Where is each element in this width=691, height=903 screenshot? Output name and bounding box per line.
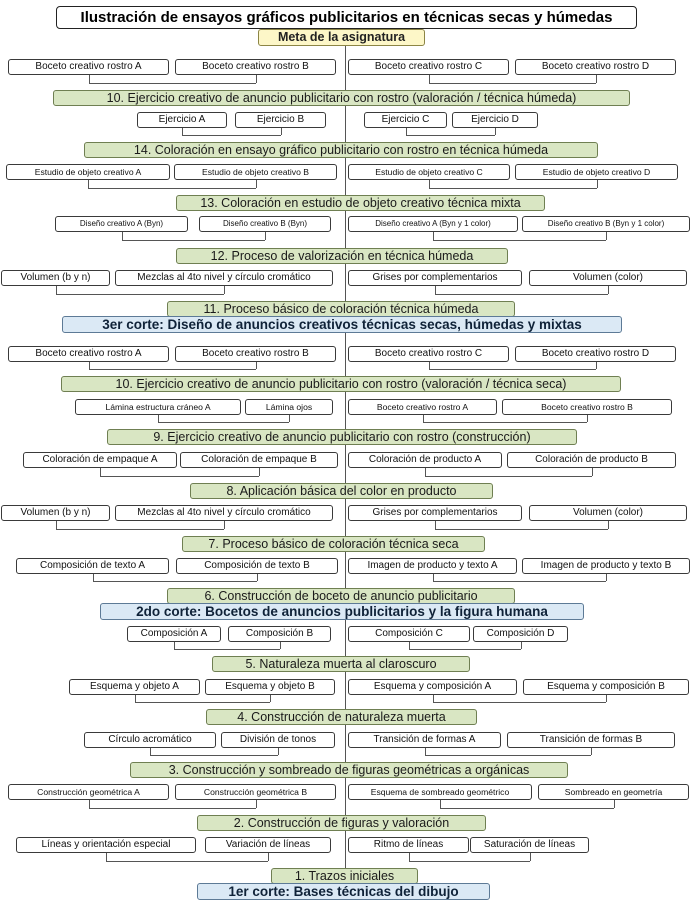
connector-line — [592, 468, 593, 476]
subtopic-box: Líneas y orientación especial — [16, 837, 196, 853]
subtopic-box: Ritmo de líneas — [348, 837, 469, 853]
connector-line — [425, 468, 426, 476]
unit-box: 14. Coloración en ensayo gráfico publicitario con rostro en técnica húmeda — [84, 142, 598, 158]
connector-line — [409, 861, 530, 862]
connector-line — [425, 755, 591, 756]
unit-box: 6. Construcción de boceto de anuncio publicitario — [167, 588, 515, 604]
subtopic-box: Construcción geométrica B — [175, 784, 336, 800]
subtopic-box: Ejercicio C — [364, 112, 447, 128]
connector-line — [89, 800, 90, 808]
subtopic-box: Boceto creativo rostro B — [502, 399, 672, 415]
connector-line — [89, 808, 256, 809]
subtopic-box: Composición A — [127, 626, 221, 642]
subtopic-box: Diseño creativo B (Byn y 1 color) — [522, 216, 690, 232]
connector-line — [614, 800, 615, 808]
connector-line — [289, 415, 290, 422]
connector-line — [265, 232, 266, 240]
subtopic-box: Volumen (b y n) — [1, 505, 110, 521]
connector-line — [596, 75, 597, 83]
connector-line — [88, 180, 89, 188]
unit-box: 1. Trazos iniciales — [271, 868, 418, 884]
subtopic-box: Boceto creativo rostro D — [515, 346, 676, 362]
subtopic-box: Imagen de producto y texto A — [348, 558, 517, 574]
subtopic-box: Boceto creativo rostro C — [348, 346, 509, 362]
subtopic-box: Grises por complementarios — [348, 270, 522, 286]
connector-line — [93, 574, 94, 581]
subtopic-box: Boceto creativo rostro A — [8, 346, 169, 362]
unit-box: 12. Proceso de valorización en técnica húmeda — [176, 248, 508, 264]
connector-line — [495, 128, 496, 135]
connector-line — [56, 286, 57, 294]
unit-box: 10. Ejercicio creativo de anuncio publicitario con rostro (valoración / técnica húmeda) — [53, 90, 630, 106]
cut-box: 3er corte: Diseño de anuncios creativos técnicas secas, húmedas y mixtas — [62, 316, 622, 333]
connector-line — [56, 294, 224, 295]
subtopic-box: Estudio de objeto creativo A — [6, 164, 170, 180]
connector-line — [150, 755, 278, 756]
connector-line — [89, 75, 90, 83]
connector-line — [608, 521, 609, 529]
connector-line — [256, 75, 257, 83]
subtopic-box: Composición B — [228, 626, 331, 642]
connector-line — [270, 695, 271, 702]
subtopic-box: Esquema y objeto B — [205, 679, 335, 695]
subtopic-box: Composición de texto B — [176, 558, 338, 574]
connector-line — [606, 695, 607, 702]
connector-line — [429, 188, 597, 189]
cut-box: 1er corte: Bases técnicas del dibujo — [197, 883, 490, 900]
subtopic-box: Mezclas al 4to nivel y círculo cromático — [115, 505, 333, 521]
subtopic-box: Círculo acromático — [84, 732, 216, 748]
connector-line — [435, 286, 436, 294]
connector-line — [429, 369, 596, 370]
subtopic-box: Ejercicio A — [137, 112, 227, 128]
connector-line — [259, 468, 260, 476]
connector-line — [406, 135, 495, 136]
subtopic-box: Esquema y composición B — [523, 679, 689, 695]
subtopic-box: Boceto creativo rostro A — [348, 399, 497, 415]
connector-line — [56, 529, 224, 530]
cut-box: 2do corte: Bocetos de anuncios publicitarios y la figura humana — [100, 603, 584, 620]
subtopic-box: Boceto creativo rostro C — [348, 59, 509, 75]
connector-line — [93, 581, 257, 582]
connector-line — [281, 128, 282, 135]
unit-box: 8. Aplicación básica del color en producto — [190, 483, 493, 499]
connector-line — [606, 232, 607, 240]
connector-line — [257, 574, 258, 581]
connector-line — [256, 800, 257, 808]
connector-line — [345, 46, 346, 884]
unit-box: 5. Naturaleza muerta al claroscuro — [212, 656, 470, 672]
subtopic-box: Mezclas al 4to nivel y círculo cromático — [115, 270, 333, 286]
subtopic-box: División de tonos — [221, 732, 335, 748]
subtopic-box: Diseño creativo A (Byn y 1 color) — [348, 216, 518, 232]
subtopic-box: Esquema y objeto A — [69, 679, 200, 695]
connector-line — [280, 642, 281, 649]
connector-line — [89, 369, 256, 370]
connector-line — [530, 853, 531, 861]
subtopic-box: Estudio de objeto creativo C — [348, 164, 510, 180]
connector-line — [122, 232, 123, 240]
subtopic-box: Estudio de objeto creativo B — [174, 164, 337, 180]
connector-line — [587, 415, 588, 422]
connector-line — [433, 232, 434, 240]
subtopic-box: Boceto creativo rostro B — [175, 59, 336, 75]
connector-line — [429, 75, 430, 83]
unit-box: 7. Proceso básico de coloración técnica seca — [182, 536, 485, 552]
connector-line — [89, 362, 90, 369]
subtopic-box: Grises por complementarios — [348, 505, 522, 521]
subtopic-box: Diseño creativo A (Byn) — [55, 216, 188, 232]
connector-line — [423, 415, 424, 422]
subtopic-box: Lámina ojos — [245, 399, 333, 415]
unit-box: 2. Construcción de figuras y valoración — [197, 815, 486, 831]
connector-line — [150, 748, 151, 755]
connector-line — [278, 748, 279, 755]
connector-line — [435, 294, 608, 295]
connector-line — [122, 240, 265, 241]
connector-line — [100, 476, 259, 477]
subtopic-box: Coloración de producto B — [507, 452, 676, 468]
subtopic-box: Diseño creativo B (Byn) — [199, 216, 331, 232]
connector-line — [433, 240, 606, 241]
subtopic-box: Transición de formas B — [507, 732, 675, 748]
connector-line — [88, 188, 256, 189]
connector-line — [224, 521, 225, 529]
connector-line — [608, 286, 609, 294]
subtopic-box: Sombreado en geometría — [538, 784, 689, 800]
subtopic-box: Ejercicio B — [235, 112, 326, 128]
connector-line — [440, 808, 614, 809]
connector-line — [409, 649, 521, 650]
connector-line — [423, 422, 587, 423]
connector-line — [100, 468, 101, 476]
connector-line — [433, 702, 606, 703]
subtopic-box: Lámina estructura cráneo A — [75, 399, 241, 415]
connector-line — [174, 649, 280, 650]
connector-line — [106, 861, 268, 862]
connector-line — [106, 853, 107, 861]
connector-line — [435, 521, 436, 529]
subtopic-box: Construcción geométrica A — [8, 784, 169, 800]
subtopic-box: Boceto creativo rostro B — [175, 346, 336, 362]
connector-line — [433, 695, 434, 702]
connector-line — [409, 853, 410, 861]
connector-line — [158, 422, 289, 423]
subtopic-box: Estudio de objeto creativo D — [515, 164, 678, 180]
subtopic-box: Esquema y composición A — [348, 679, 517, 695]
unit-box: 10. Ejercicio creativo de anuncio publicitario con rostro (valoración / técnica seca) — [61, 376, 621, 392]
connector-line — [429, 83, 596, 84]
unit-box: 3. Construcción y sombreado de figuras geométricas a orgánicas — [130, 762, 568, 778]
connector-line — [224, 286, 225, 294]
subtopic-box: Ejercicio D — [452, 112, 538, 128]
connector-line — [182, 128, 183, 135]
connector-line — [596, 362, 597, 369]
subtopic-box: Volumen (b y n) — [1, 270, 110, 286]
unit-box: 9. Ejercicio creativo de anuncio publicitario con rostro (construcción) — [107, 429, 577, 445]
connector-line — [256, 362, 257, 369]
subtopic-box: Volumen (color) — [529, 505, 687, 521]
connector-line — [606, 574, 607, 581]
subtopic-box: Coloración de empaque A — [23, 452, 177, 468]
connector-line — [135, 702, 270, 703]
connector-line — [256, 180, 257, 188]
unit-box: 11. Proceso básico de coloración técnica húmeda — [167, 301, 515, 317]
connector-line — [435, 529, 608, 530]
connector-line — [429, 362, 430, 369]
connector-line — [521, 642, 522, 649]
subtopic-box: Imagen de producto y texto B — [522, 558, 690, 574]
connector-line — [158, 415, 159, 422]
subtopic-box: Composición C — [348, 626, 470, 642]
connector-line — [591, 748, 592, 755]
subtopic-box: Transición de formas A — [348, 732, 501, 748]
connector-line — [56, 521, 57, 529]
unit-box: 4. Construcción de naturaleza muerta — [206, 709, 477, 725]
connector-line — [174, 642, 175, 649]
goal-box: Meta de la asignatura — [258, 29, 425, 46]
connector-line — [425, 476, 592, 477]
connector-line — [409, 642, 410, 649]
diagram-title: Ilustración de ensayos gráficos publicitarios en técnicas secas y húmedas — [56, 6, 637, 29]
subtopic-box: Coloración de producto A — [348, 452, 502, 468]
connector-line — [433, 574, 434, 581]
connector-line — [182, 135, 281, 136]
subtopic-box: Saturación de líneas — [470, 837, 589, 853]
subtopic-box: Composición de texto A — [16, 558, 169, 574]
connector-line — [433, 581, 606, 582]
connector-line — [406, 128, 407, 135]
connector-line — [268, 853, 269, 861]
unit-box: 13. Coloración en estudio de objeto creativo técnica mixta — [176, 195, 545, 211]
subtopic-box: Boceto creativo rostro A — [8, 59, 169, 75]
subtopic-box: Coloración de empaque B — [180, 452, 338, 468]
connector-line — [429, 180, 430, 188]
connector-line — [440, 800, 441, 808]
subtopic-box: Volumen (color) — [529, 270, 687, 286]
connector-line — [135, 695, 136, 702]
connector-line — [425, 748, 426, 755]
connector-line — [89, 83, 256, 84]
subtopic-box: Variación de líneas — [205, 837, 331, 853]
connector-line — [597, 180, 598, 188]
subtopic-box: Boceto creativo rostro D — [515, 59, 676, 75]
subtopic-box: Composición D — [473, 626, 568, 642]
subtopic-box: Esquema de sombreado geométrico — [348, 784, 532, 800]
